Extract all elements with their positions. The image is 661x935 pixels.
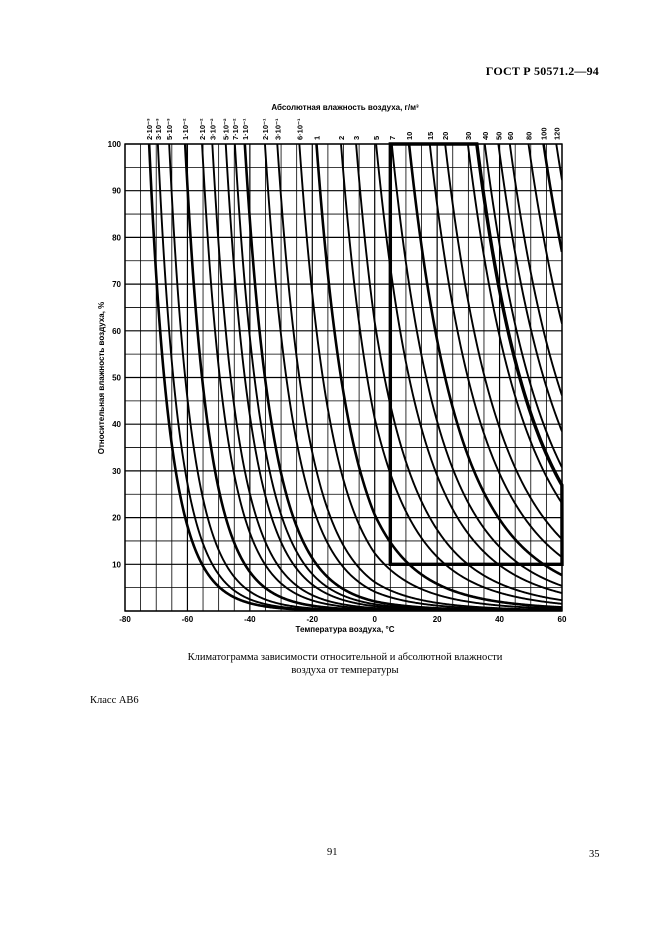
humidity-curve bbox=[309, 32, 562, 608]
standard-header: ГОСТ Р 50571.2—94 bbox=[485, 64, 599, 78]
curve-label: 5·10⁻² bbox=[221, 118, 231, 140]
y-tick-label: 40 bbox=[112, 420, 121, 430]
figure-caption bbox=[125, 651, 565, 677]
x-tick-label: 0 bbox=[372, 615, 377, 624]
caption-line-1: Климатограмма зависимости относительной и абсолютной влажности bbox=[187, 652, 503, 663]
curve-label: 2·10⁻³ bbox=[145, 118, 155, 140]
page-number-right: 35 bbox=[589, 849, 600, 860]
y-axis-label: Относительная влажность воздуха, % bbox=[97, 301, 106, 455]
curve-label: 5·10⁻³ bbox=[165, 118, 175, 140]
y-tick-label: 10 bbox=[112, 560, 121, 570]
y-tick-label: 90 bbox=[112, 186, 121, 196]
curve-label: 120 bbox=[552, 127, 562, 140]
humidity-curve bbox=[514, 31, 562, 323]
humidity-curve bbox=[529, 34, 562, 252]
caption-line-2: воздуха от температуры bbox=[291, 665, 399, 676]
humidity-curve bbox=[382, 33, 562, 586]
curve-label: 2 bbox=[337, 135, 346, 140]
y-tick-label: 20 bbox=[112, 513, 121, 523]
y-tick-label: 50 bbox=[112, 373, 121, 383]
humidity-curve bbox=[368, 35, 562, 593]
curve-label: 30 bbox=[463, 131, 473, 140]
y-tick-label: 70 bbox=[112, 280, 121, 290]
curve-label: 3·10⁻³ bbox=[153, 118, 163, 140]
x-tick-label: 60 bbox=[557, 615, 567, 624]
curve-label: 7 bbox=[387, 135, 397, 140]
x-axis-label: Температура воздуха, °С bbox=[295, 625, 395, 634]
x-tick-label: -60 bbox=[181, 615, 194, 624]
curve-label: 15 bbox=[425, 131, 435, 140]
curve-label: 1·10⁻² bbox=[181, 118, 191, 140]
curve-label: 3 bbox=[352, 135, 362, 140]
y-tick-label: 100 bbox=[107, 140, 121, 149]
curve-label: 2·10⁻² bbox=[198, 118, 208, 140]
class-label: Класс АВ6 bbox=[90, 695, 139, 706]
chart-title: Абсолютная влажность воздуха, г/м³ bbox=[271, 103, 419, 112]
curve-label: 50 bbox=[494, 131, 504, 140]
humidity-curve bbox=[239, 35, 562, 610]
curve-label: 7·10⁻² bbox=[230, 118, 240, 140]
curve-label: 3·10⁻² bbox=[208, 118, 218, 140]
curve-label: 1 bbox=[312, 135, 322, 140]
y-tick-label: 30 bbox=[112, 466, 121, 476]
x-tick-label: -40 bbox=[244, 615, 256, 624]
curve-label: 20 bbox=[441, 131, 451, 140]
y-tick-label: 80 bbox=[112, 233, 121, 243]
curve-label: 6·10⁻¹ bbox=[295, 118, 305, 140]
page-number: 91 bbox=[327, 847, 338, 858]
curve-label: 60 bbox=[505, 131, 515, 140]
curve-label: 2·10⁻¹ bbox=[261, 118, 270, 140]
curve-label: 100 bbox=[539, 127, 549, 140]
curve-label: 1·10⁻¹ bbox=[240, 118, 250, 140]
axes-group bbox=[108, 118, 567, 624]
curve-label: 10 bbox=[405, 131, 415, 140]
curve-label: 40 bbox=[480, 131, 490, 140]
x-tick-label: 40 bbox=[495, 615, 505, 624]
x-tick-label: -20 bbox=[306, 615, 319, 624]
curve-label: 80 bbox=[524, 131, 534, 140]
humidity-curve bbox=[258, 29, 562, 610]
humidity-curve bbox=[541, 29, 562, 181]
x-tick-label: -80 bbox=[119, 615, 131, 624]
y-tick-label: 60 bbox=[112, 326, 121, 336]
x-tick-label: 20 bbox=[432, 615, 442, 624]
curve-label: 3·10⁻¹ bbox=[273, 118, 283, 140]
grid bbox=[125, 144, 562, 611]
curve-label: 5 bbox=[372, 135, 382, 140]
humidity-curve bbox=[271, 36, 562, 610]
